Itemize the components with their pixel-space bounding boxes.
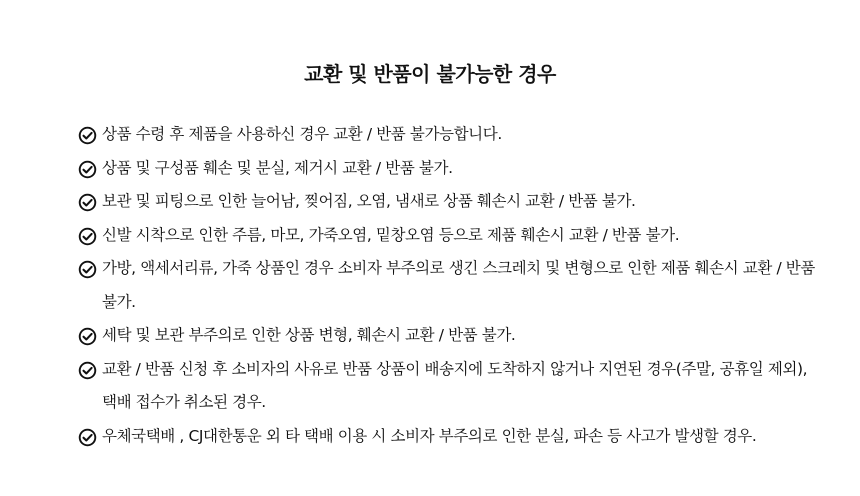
list-item [78,252,818,319]
item-text: 교환 / 반품 신청 후 소비자의 사유로 반품 상품이 배송지에 도착하지 않거나 지연된 경우(주말, 공휴일 제외),택배 접수가 취소된 경우. [102,359,808,411]
item-text: 가방, 액세서리류, 가죽 상품인 경우 소비자 부주의로 생긴 스크레치 및 변형으로 인한 제품 훼손시 교환 / 반품 불가. [102,259,815,311]
check-circle-icon [78,327,97,346]
item-text: 우체국택배 , CJ대한통운 외 타 택배 이용 시 소비자 부주의로 인한 분실, 파손 등 사고가 발생할 경우. [102,426,757,445]
item-text: 신발 시착으로 인한 주름, 마모, 가죽오염, 밑창오염 등으로 제품 훼손시 교환 / 반품 불가. [102,225,680,244]
check-circle-icon [78,260,97,279]
list-item [78,219,818,253]
check-circle-icon [78,361,97,380]
page-title: 교환 및 반품이 불가능한 경우 [304,62,556,86]
item-text: 세탁 및 보관 부주의로 인한 상품 변형, 훼손시 교환 / 반품 불가. [102,326,516,344]
list-item [78,420,818,454]
item-text: 상품 및 구성품 훼손 및 분실, 제거시 교환 / 반품 불가. [102,158,453,177]
check-circle-icon [78,428,97,447]
list-item [78,185,818,219]
check-circle-icon [78,126,97,145]
check-circle-icon [78,193,97,212]
list-item [78,118,818,152]
item-text: 상품 수령 후 제품을 사용하신 경우 교환 / 반품 불가능합니다. [102,125,502,143]
list-item [78,152,818,186]
list-item [78,353,818,420]
rule-list [78,118,818,453]
item-text: 보관 및 피팅으로 인한 늘어남, 찢어짐, 오염, 냄새로 상품 훼손시 교환 / 반품 불가. [102,192,636,210]
check-circle-icon [78,227,97,246]
check-circle-icon [78,160,97,179]
list-item [78,319,818,353]
